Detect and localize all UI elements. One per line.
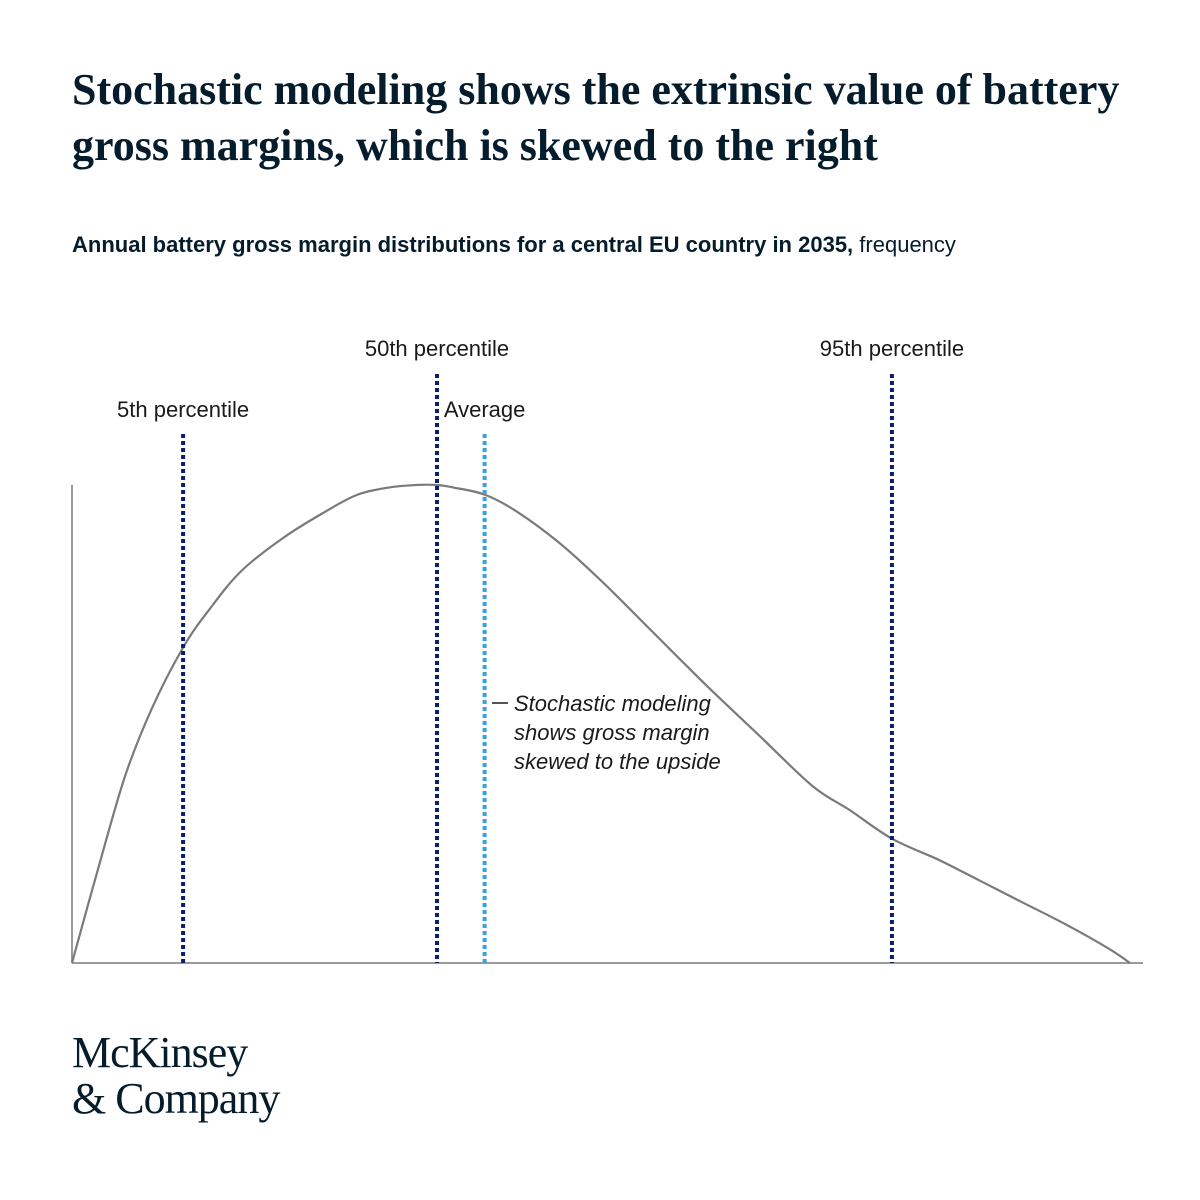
marker-label-avg: Average [443,397,526,422]
annotation-line-2: shows gross margin [514,720,710,745]
chart-title: Stochastic modeling shows the extrinsic value of battery gross margins, which is skewed to the right [72,65,1120,170]
subtitle-description: Annual battery gross margin distributions for a central EU country in 2035, [72,232,854,257]
annotation-line-1: Stochastic modeling [514,691,711,716]
logo-line-1: McKinsey [72,1028,248,1077]
marker-label-p5: 5th percentile [117,397,250,422]
mckinsey-logo [72,1030,279,1122]
marker-label-p50: 50th percentile [364,336,510,361]
marker-label-p95: 95th percentile [819,336,965,361]
subtitle-unit: frequency [859,232,956,257]
logo-line-2: & Company [72,1074,280,1123]
annotation-line-3: skewed to the upside [514,749,721,774]
